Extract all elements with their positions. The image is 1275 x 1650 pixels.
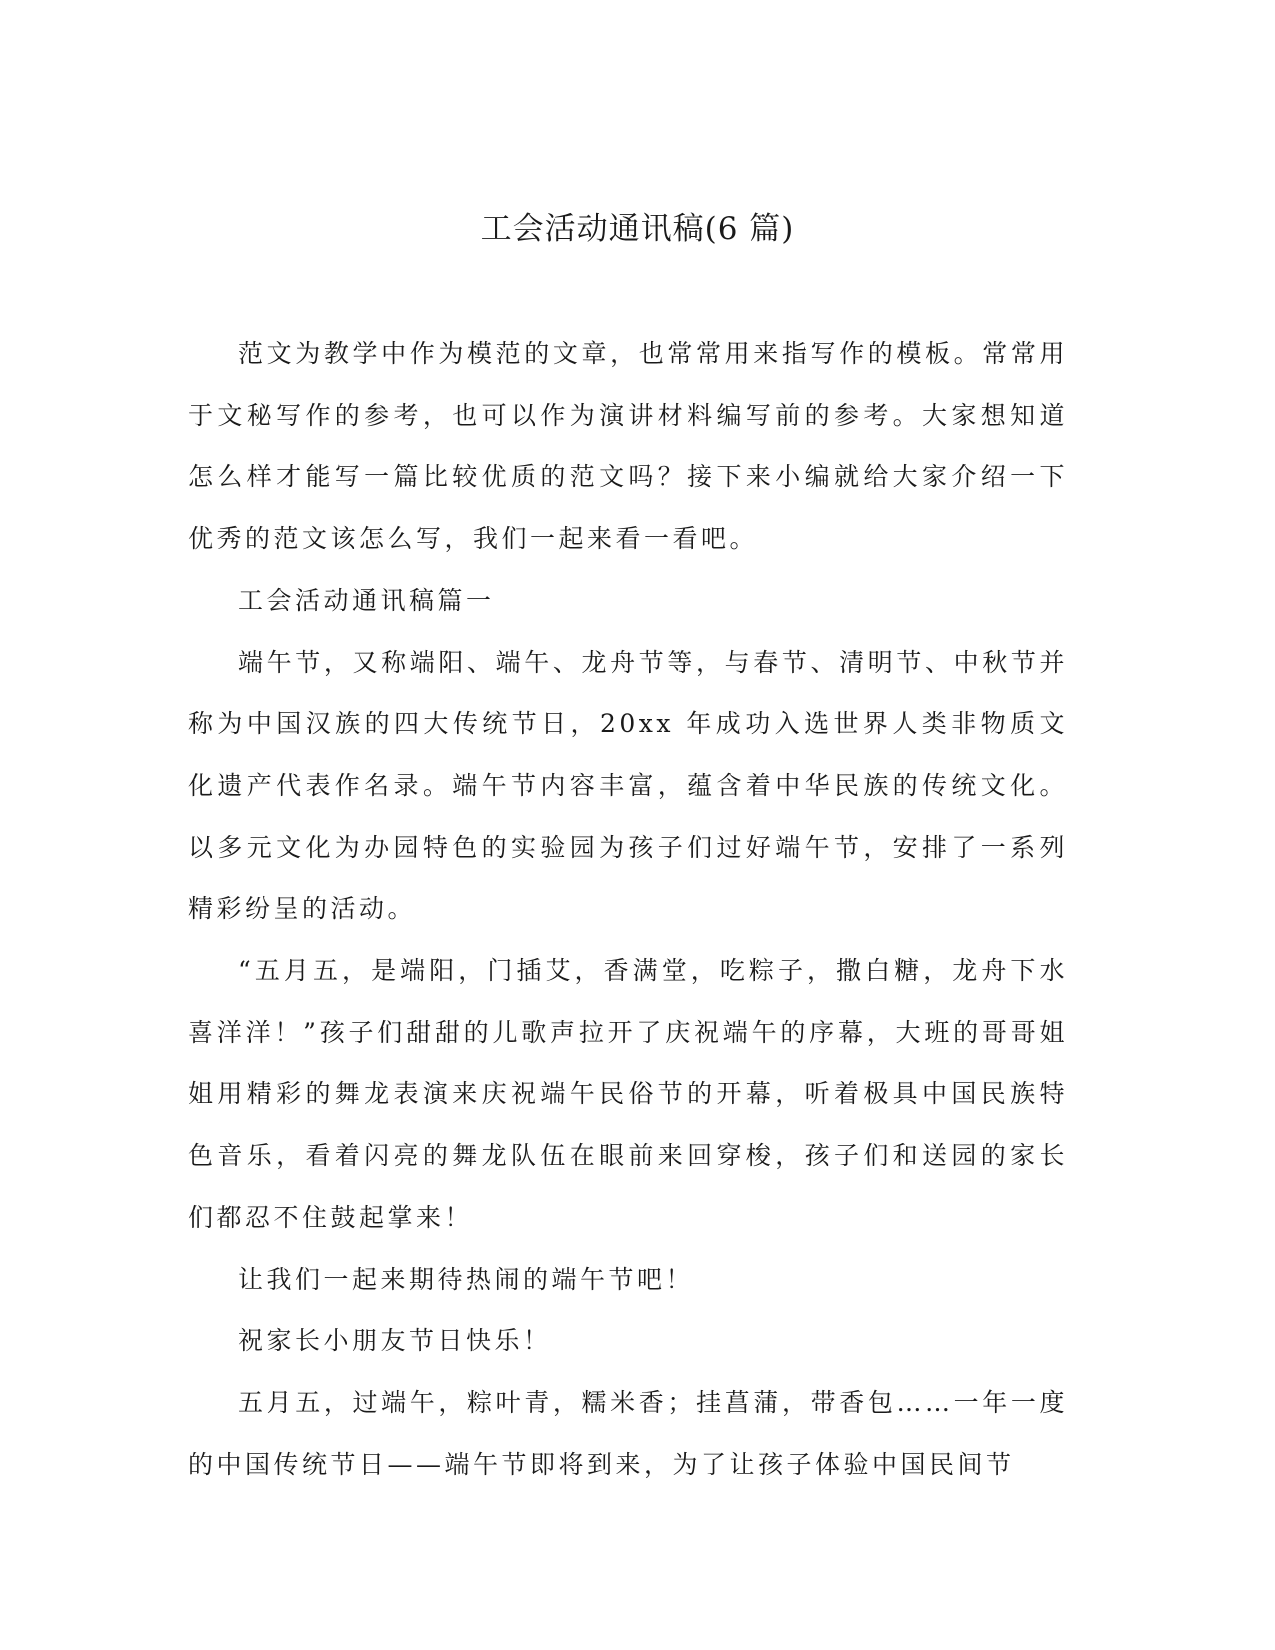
paragraph-intro: 范文为教学中作为模范的文章，也常常用来指写作的模板。常常用于文秘写作的参考，也可以作为演讲材料编写前的参考。大家想知道怎么样才能写一篇比较优质的范文吗？接下来小编就给大家介绍一下优秀的范文该怎么写，我们一起来看一看吧。 bbox=[188, 339, 1068, 554]
paragraph: 五月五，过端午，粽叶青，糯米香；挂菖蒲，带香包……一年一度的中国传统节日——端午节即将到来，为了让孩子体验中国民间节 bbox=[188, 1387, 1068, 1479]
paragraph: 祝家长小朋友节日快乐！ bbox=[238, 1326, 552, 1356]
paragraph: 让我们一起来期待热闹的端午节吧！ bbox=[238, 1264, 695, 1294]
section-heading: 工会活动通讯稿篇一 bbox=[238, 585, 495, 615]
document-body bbox=[188, 323, 1068, 1495]
paragraph: “五月五，是端阳，门插艾，香满堂，吃粽子，撒白糖，龙舟下水喜洋洋！”孩子们甜甜的儿歌声拉开了庆祝端午的序幕，大班的哥哥姐姐用精彩的舞龙表演来庆祝端午民俗节的开幕，听着极具中国民族特色音乐，看着闪亮的舞龙队伍在眼前来回穿梭，孩子们和送园的家长们都忍不住鼓起掌来！ bbox=[188, 956, 1068, 1232]
paragraph: 端午节，又称端阳、端午、龙舟节等，与春节、清明节、中秋节并称为中国汉族的四大传统节日，20xx 年成功入选世界人类非物质文化遗产代表作名录。端午节内容丰富，蕴含着中华民族的传统文化。以多元文化为办园特色的实验园为孩子们过好端午节，安排了一系列精彩纷呈的活动。 bbox=[188, 647, 1068, 924]
document-title: 工会活动通讯稿(6 篇) bbox=[480, 211, 795, 247]
